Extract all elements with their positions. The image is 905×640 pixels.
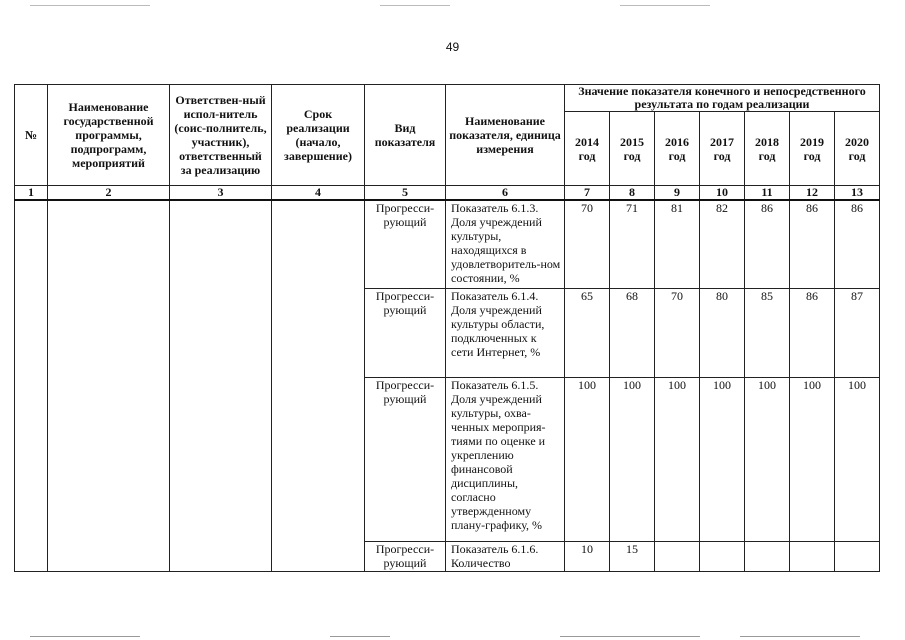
header-program-name: Наименование государственной программы, подпрограмм, мероприятий <box>48 85 170 186</box>
indicator-value <box>790 541 835 571</box>
indicator-value <box>835 541 880 571</box>
empty-cell <box>15 200 48 571</box>
indicator-value: 86 <box>835 200 880 288</box>
header-number: № <box>15 85 48 186</box>
scan-edge-line <box>380 5 450 6</box>
column-number: 7 <box>565 186 610 201</box>
indicator-value <box>745 541 790 571</box>
column-number: 5 <box>365 186 446 201</box>
indicator-name: Показатель 6.1.5. Доля учреждений культуры, охва-ченных мероприя-тиями по оценке и укреплению финансовой дисциплины, согласно утвержденному плану-графику, % <box>446 377 565 541</box>
indicator-value: 100 <box>700 377 745 541</box>
column-number: 4 <box>272 186 365 201</box>
header-year: 2016 год <box>655 112 700 186</box>
table-row <box>15 200 880 288</box>
column-number: 12 <box>790 186 835 201</box>
indicator-value: 10 <box>565 541 610 571</box>
indicator-value <box>700 541 745 571</box>
indicator-type: Прогресси-рующий <box>365 200 446 288</box>
header-term: Срок реализации (начало, завершение) <box>272 85 365 186</box>
column-number: 9 <box>655 186 700 201</box>
column-number: 8 <box>610 186 655 201</box>
empty-cell <box>170 200 272 571</box>
indicator-value: 81 <box>655 200 700 288</box>
scan-edge-line <box>620 5 710 6</box>
indicator-value: 85 <box>745 288 790 377</box>
indicator-type: Прогресси-рующий <box>365 288 446 377</box>
column-number: 11 <box>745 186 790 201</box>
indicator-type: Прогресси-рующий <box>365 541 446 571</box>
header-year: 2014 год <box>565 112 610 186</box>
header-indicator-type: Вид показателя <box>365 85 446 186</box>
scan-edge-line <box>30 5 150 6</box>
header-indicator-name: Наименование показателя, единица измерения <box>446 85 565 186</box>
header-year: 2015 год <box>610 112 655 186</box>
column-number: 2 <box>48 186 170 201</box>
indicator-value: 71 <box>610 200 655 288</box>
indicator-value: 100 <box>655 377 700 541</box>
indicator-value: 70 <box>565 200 610 288</box>
column-number: 3 <box>170 186 272 201</box>
indicator-value: 100 <box>565 377 610 541</box>
indicator-value: 80 <box>700 288 745 377</box>
header-year: 2020 год <box>835 112 880 186</box>
header-year: 2017 год <box>700 112 745 186</box>
indicator-value: 86 <box>790 200 835 288</box>
header-year: 2019 год <box>790 112 835 186</box>
indicator-value: 70 <box>655 288 700 377</box>
indicator-value: 100 <box>610 377 655 541</box>
indicator-value: 68 <box>610 288 655 377</box>
indicator-name: Показатель 6.1.3. Доля учреждений культуры, находящихся в удовлетворитель-ном состоянии, % <box>446 200 565 288</box>
page-number: 49 <box>445 40 460 54</box>
column-number: 6 <box>446 186 565 201</box>
indicator-type: Прогресси-рующий <box>365 377 446 541</box>
empty-cell <box>48 200 170 571</box>
column-number: 13 <box>835 186 880 201</box>
empty-cell <box>272 200 365 571</box>
scan-edge-line <box>560 636 700 637</box>
indicator-value: 100 <box>835 377 880 541</box>
scan-edge-line <box>30 636 140 637</box>
column-number: 10 <box>700 186 745 201</box>
indicator-name: Показатель 6.1.4. Доля учреждений культуры области, подключенных к сети Интернет, % <box>446 288 565 377</box>
indicator-value <box>655 541 700 571</box>
indicator-value: 65 <box>565 288 610 377</box>
indicator-value: 100 <box>745 377 790 541</box>
column-number: 1 <box>15 186 48 201</box>
indicator-name: Показатель 6.1.6. Количество <box>446 541 565 571</box>
indicator-value: 86 <box>745 200 790 288</box>
indicator-value: 82 <box>700 200 745 288</box>
header-year: 2018 год <box>745 112 790 186</box>
indicator-value: 87 <box>835 288 880 377</box>
header-values-by-year: Значение показателя конечного и непосредственного результата по годам реализации <box>565 85 880 112</box>
indicator-value: 86 <box>790 288 835 377</box>
indicator-value: 100 <box>790 377 835 541</box>
header-executor: Ответствен-ный испол-нитель (соис-полнитель, участник), ответственный за реализацию <box>170 85 272 186</box>
indicators-table <box>14 84 880 572</box>
scan-edge-line <box>740 636 860 637</box>
indicator-value: 15 <box>610 541 655 571</box>
scan-edge-line <box>330 636 390 637</box>
